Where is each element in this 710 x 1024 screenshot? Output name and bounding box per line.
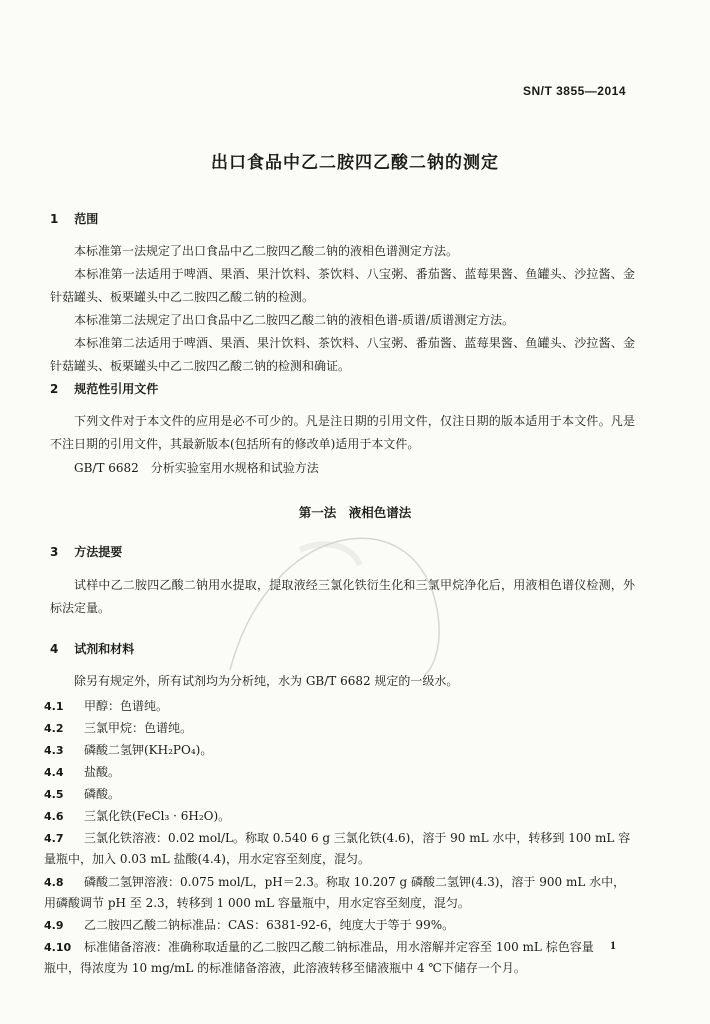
paragraph: 本标准第二法适用于啤酒、果酒、果汁饮料、茶饮料、八宝粥、番茄酱、蓝莓果酱、鱼罐头、沙拉酱、金针菇罐头、板栗罐头中乙二胺四乙酸二钠的检测和确证。 (50, 336, 635, 373)
section-number: 3 (50, 545, 59, 559)
section-title: 范围 (74, 212, 99, 226)
item-number: 4.7 (44, 832, 64, 845)
section-number: 1 (50, 212, 59, 226)
item-text: 乙二胺四乙酸二钠标准品：CAS：6381-92-6，纯度大于等于 99%。 (84, 918, 455, 932)
paragraph: 下列文件对于本文件的应用是必不可少的。凡是注日期的引用文件，仅注日期的版本适用于本文件。凡是不注日期的引用文件，其最新版本(包括所有的修改单)适用于本文件。 (50, 414, 635, 451)
item-text: 磷酸。 (84, 787, 121, 801)
item-number: 4.9 (44, 919, 64, 932)
item-text: 磷酸二氢钾(KH₂PO₄)。 (84, 743, 213, 757)
list-item (44, 872, 634, 914)
paragraph: 本标准第二法规定了出口食品中乙二胺四乙酸二钠的液相色谱-质谱/质谱测定方法。 (74, 313, 515, 327)
section-heading-reagents (50, 640, 134, 657)
list-item (44, 696, 634, 717)
watermark-stamp (210, 480, 450, 680)
list-item (44, 828, 634, 870)
item-text: 三氯化铁溶液：0.02 mol/L。称取 0.540 6 g 三氯化铁(4.6)，溶于 90 mL 水中，转移到 100 mL 容量瓶中，加入 0.03 mL 盐酸(4.4)，用水定容至刻度，混匀。 (44, 831, 631, 866)
paragraph: 除另有规定外，所有试剂均为分析纯，水为 GB/T 6682 规定的一级水。 (74, 674, 459, 688)
item-number: 4.5 (44, 788, 64, 801)
item-text: 三氯化铁(FeCl₃ · 6H₂O)。 (84, 809, 231, 823)
item-text: 磷酸二氢钾溶液：0.075 mol/L，pH＝2.3。称取 10.207 g 磷酸二氢钾(4.3)，溶于 900 mL 水中，用磷酸调节 pH 至 2.3，转移到 1 000 mL 容量瓶中，用水定容至刻度，混匀。 (44, 875, 626, 910)
section-number: 4 (50, 642, 59, 656)
item-number: 4.6 (44, 810, 64, 823)
item-number: 4.10 (44, 941, 72, 954)
list-item (44, 937, 604, 979)
standard-code: SN/T 3855—2014 (522, 84, 626, 98)
section-heading-scope (50, 210, 98, 227)
section-title: 试剂和材料 (74, 642, 135, 656)
section-title: 规范性引用文件 (74, 382, 159, 396)
item-number: 4.8 (44, 876, 64, 889)
section-title: 方法提要 (74, 545, 123, 559)
list-item (44, 718, 634, 739)
item-text: 甲醇：色谱纯。 (84, 699, 169, 713)
list-item (44, 806, 634, 827)
paragraph: 本标准第一法规定了出口食品中乙二胺四乙酸二钠的液相色谱测定方法。 (74, 244, 459, 258)
list-item (44, 784, 634, 805)
section-heading-normative (50, 380, 158, 397)
section-heading-principle (50, 543, 122, 560)
item-text: 盐酸。 (84, 765, 121, 779)
paragraph: 试样中乙二胺四乙酸二钠用水提取，提取液经三氯化铁衍生化和三氯甲烷净化后，用液相色谱仪检测，外标法定量。 (50, 578, 635, 615)
item-number: 4.2 (44, 722, 64, 735)
item-number: 4.4 (44, 766, 64, 779)
method-title: 第一法 液相色谱法 (298, 505, 412, 520)
paragraph: 本标准第一法适用于啤酒、果酒、果汁饮料、茶饮料、八宝粥、番茄酱、蓝莓果酱、鱼罐头、沙拉酱、金针菇罐头、板栗罐头中乙二胺四乙酸二钠的检测。 (50, 267, 635, 304)
list-item (44, 740, 634, 761)
reference-line: GB/T 6682 分析实验室用水规格和试验方法 (74, 461, 319, 475)
list-item (44, 762, 634, 783)
item-text: 三氯甲烷：色谱纯。 (84, 721, 193, 735)
section-number: 2 (50, 382, 59, 396)
list-item (44, 915, 634, 936)
page-number: 1 (610, 938, 616, 952)
item-number: 4.3 (44, 744, 64, 757)
item-text: 标准储备溶液：准确称取适量的乙二胺四乙酸二钠标准品，用水溶解并定容至 100 mL 棕色容量瓶中，得浓度为 10 mg/mL 的标准储备溶液，此溶液转移至储液瓶中 4 ℃下储存一个月。 (44, 940, 594, 975)
item-number: 4.1 (44, 700, 64, 713)
document-title: 出口食品中乙二胺四乙酸二钠的测定 (211, 153, 499, 173)
